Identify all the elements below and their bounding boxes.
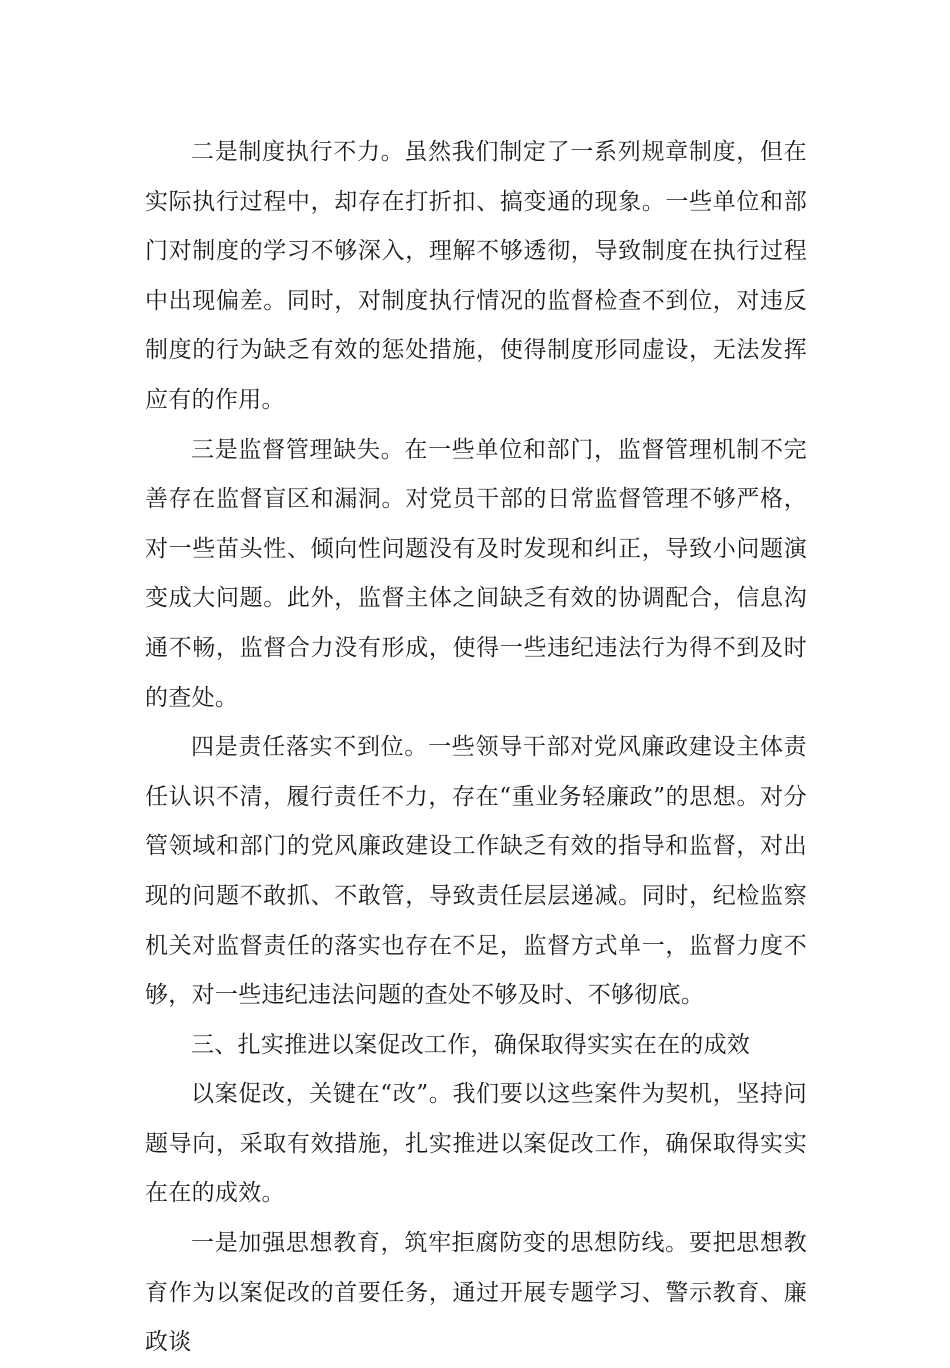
paragraph-institution-execution: 二是制度执行不力。虽然我们制定了一系列规章制度，但在实际执行过程中，却存在打折扣、搞变通的现象。一些单位和部门对制度的学习不够深入，理解不够透彻，导致制度在执行过程中出现偏差。同时，对制度执行情况的监督检查不到位，对违反制度的行为缺乏有效的惩处措施，使得制度形同虚设，无法发挥应有的作用。 [145,139,807,413]
section-heading: 三、扎实推进以案促改工作，确保取得实实在在的成效 [191,1031,751,1058]
document-body [145,128,807,1368]
paragraph-responsibility: 四是责任落实不到位。一些领导干部对党风廉政建设主体责任认识不清，履行责任不力，存在“重业务轻廉政”的思想。对分管领域和部门的党风廉政建设工作缺乏有效的指导和监督，对出现的问题不敢抓、不敢管，导致责任层层递减。同时，纪检监察机关对监督责任的落实也存在不足，监督方式单一，监督力度不够，对一些违纪违法问题的查处不够及时、不够彻底。 [145,734,807,1009]
paragraph-ideological-education: 一是加强思想教育，筑牢拒腐防变的思想防线。要把思想教育作为以案促改的首要任务，通过开展专题学习、警示教育、廉政谈 [145,1230,807,1356]
paragraph-reform-intro: 以案促改，关键在“改”。我们要以这些案件为契机，坚持问题导向，采取有效措施，扎实推进以案促改工作，确保取得实实在在的成效。 [145,1081,807,1207]
paragraph-supervision-management: 三是监督管理缺失。在一些单位和部门，监督管理机制不完善存在监督盲区和漏洞。对党员干部的日常监督管理不够严格，对一些苗头性、倾向性问题没有及时发现和纠正，导致小问题演变成大问题。此外，监督主体之间缺乏有效的协调配合，信息沟通不畅，监督合力没有形成，使得一些违纪违法行为得不到及时的查处。 [145,436,807,711]
